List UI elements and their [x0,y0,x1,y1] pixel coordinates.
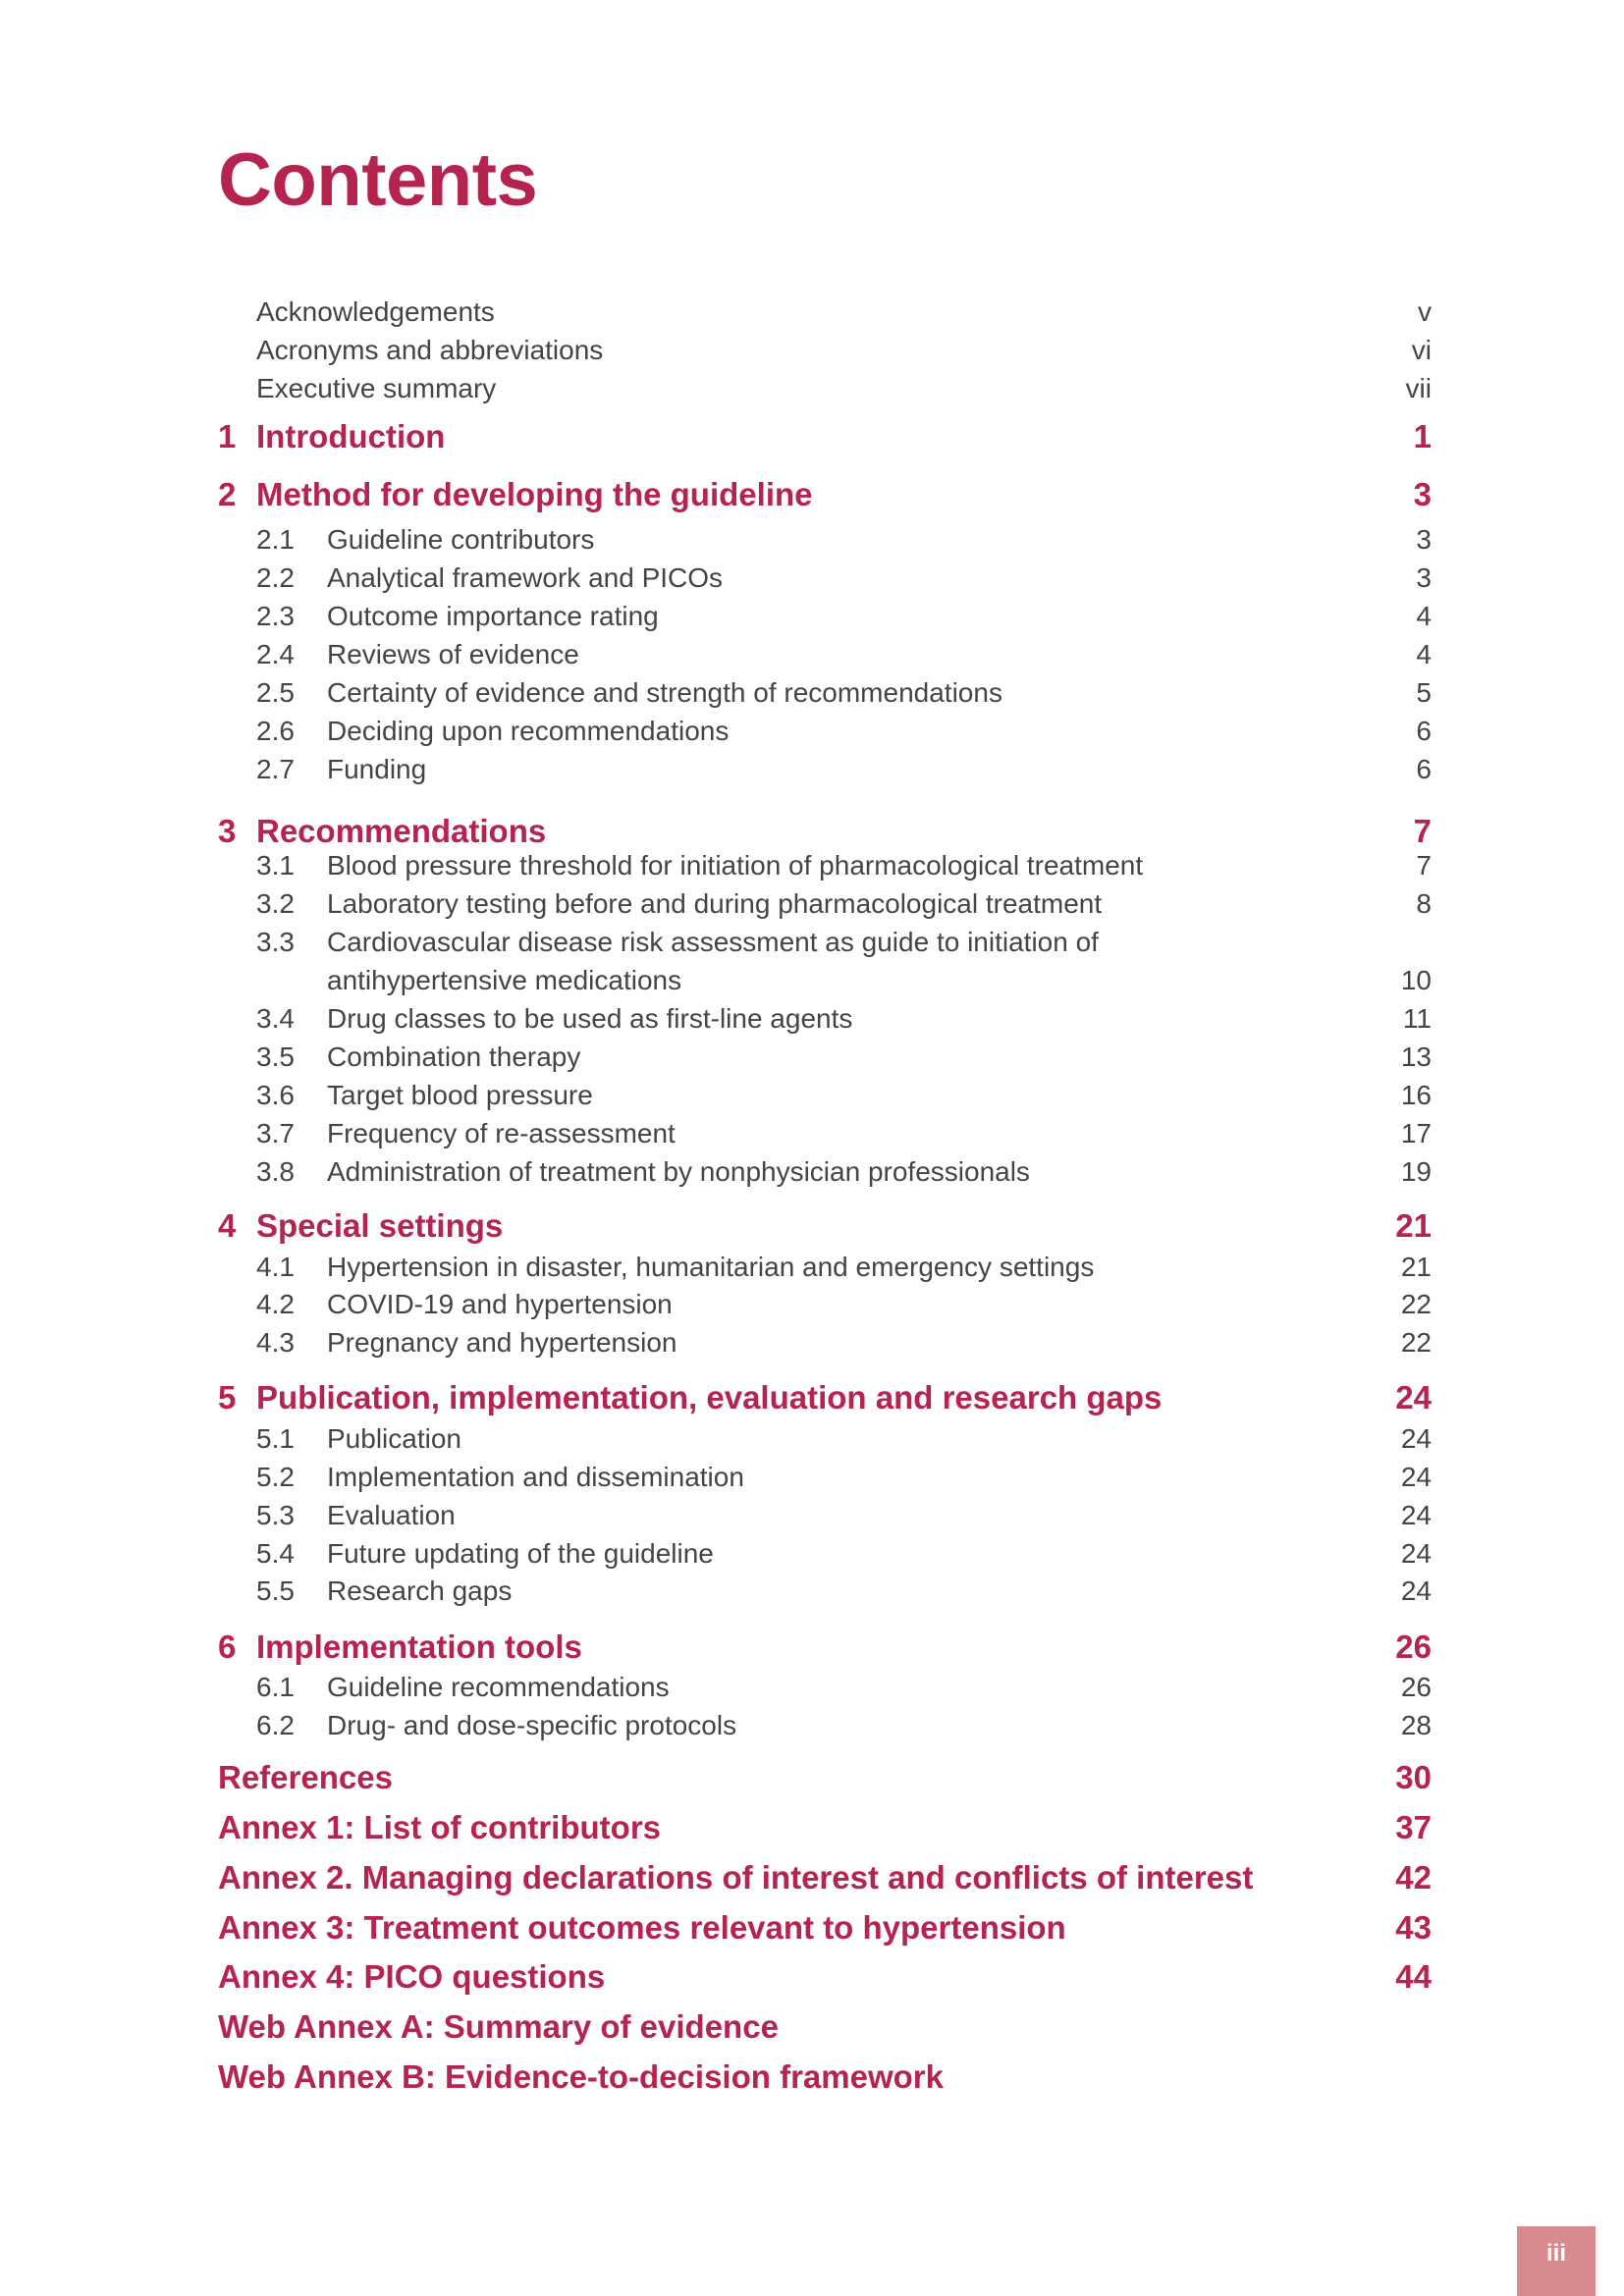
toc-entry-page: 11 [1402,1003,1432,1034]
toc-section-entry[interactable] [218,1118,1432,1149]
toc-entry-page: 19 [1400,1156,1432,1187]
toc-annex-entry[interactable] [218,1958,1432,1996]
toc-section-title: Implementation and dissemination [327,1462,744,1492]
toc-section-continuation[interactable] [218,965,1432,996]
toc-section-heading [218,1672,1401,1703]
toc-section-title: Drug- and dose-specific protocols [327,1710,737,1740]
toc-entry-label: Executive summary [256,373,497,403]
toc-annex-entry[interactable] [218,1859,1432,1896]
toc-entry-page: 44 [1395,1958,1432,1995]
toc-section-heading [218,1327,1401,1359]
toc-entry-page: vii [1405,373,1432,403]
toc-section-heading [218,1710,1401,1741]
toc-annex-entry[interactable] [218,2058,1432,2096]
toc-annex-entry[interactable] [218,2008,1432,2046]
toc-section-number: 2.3 [256,601,295,631]
toc-entry-page: 43 [1395,1909,1432,1946]
toc-section-number: 5.2 [256,1462,295,1492]
toc-section-title: Outcome importance rating [327,601,659,631]
toc-section-entry[interactable] [218,1156,1432,1188]
toc-entry-page: 37 [1395,1809,1432,1845]
toc-entry-label: Annex 4: PICO questions [218,1958,606,1995]
toc-section-heading [218,850,1416,881]
toc-entry-page: 1 [1413,418,1432,454]
toc-section-number: 3.1 [256,850,295,881]
toc-entry-page: 24 [1400,1500,1432,1530]
toc-section-entry[interactable] [218,1003,1432,1035]
toc-section-number: 2.7 [256,754,295,784]
toc-entry-page: 28 [1400,1710,1432,1740]
toc-section-title: COVID-19 and hypertension [327,1289,673,1319]
toc-entry-label: Annex 2. Managing declarations of interest and conflicts of interest [218,1859,1254,1896]
toc-chapter-number: 3 [218,813,237,849]
toc-chapter-number: 6 [218,1629,237,1665]
toc-section-entry[interactable] [218,888,1432,920]
toc-section-entry[interactable] [218,562,1432,594]
toc-entry-page: vi [1411,335,1432,365]
toc-chapter-entry[interactable] [218,813,1432,850]
toc-chapter-entry[interactable] [218,1379,1432,1416]
toc-section-title: Pregnancy and hypertension [327,1327,677,1358]
toc-section-heading [218,1003,1403,1035]
toc-section-title: Analytical framework and PICOs [327,562,724,593]
page-title: Contents [218,138,538,222]
toc-entry-label: Acknowledgements [256,296,495,327]
toc-section-title: Hypertension in disaster, humanitarian and emergency settings [327,1252,1095,1282]
toc-entry-label: Web Annex A: Summary of evidence [218,2008,779,2045]
toc-section-heading [218,639,1416,670]
toc-chapter-entry[interactable] [218,476,1432,513]
toc-section-number: 5.1 [256,1423,295,1454]
toc-section-entry[interactable] [218,1462,1432,1493]
toc-chapter-title: Recommendations [256,813,547,849]
toc-section-entry[interactable] [218,1575,1432,1607]
toc-entry-page: 5 [1416,677,1432,708]
toc-entry-page: 6 [1416,754,1432,784]
toc-section-heading [218,1156,1401,1188]
toc-chapter-number: 1 [218,418,237,454]
toc-section-number: 2.5 [256,677,295,708]
toc-section-heading [218,1252,1401,1283]
toc-section-number: 3.5 [256,1041,295,1072]
toc-section-title: Reviews of evidence [327,639,579,669]
toc-section-title: Certainty of evidence and strength of recommendations [327,677,1002,708]
toc-entry-page: 22 [1400,1327,1432,1358]
toc-section-title: Research gaps [327,1575,513,1606]
toc-section-heading [218,677,1416,709]
toc-section-entry[interactable] [218,1672,1432,1703]
toc-entry-page: v [1418,296,1432,327]
toc-section-entry[interactable] [218,1538,1432,1570]
toc-section-number: 6.2 [256,1710,295,1740]
toc-section-number: 4.3 [256,1327,295,1358]
toc-section-number: 2.2 [256,562,295,593]
toc-section-heading [218,965,1401,996]
toc-chapter-heading [218,1379,1395,1416]
toc-section-number: 2.4 [256,639,295,669]
toc-annex-entry[interactable] [218,1909,1432,1947]
toc-section-entry[interactable] [218,850,1432,881]
toc-section-heading [218,1575,1401,1607]
toc-section-heading [218,601,1416,632]
toc-section-title: Publication [327,1423,461,1454]
toc-section-number: 5.3 [256,1500,295,1530]
toc-entry-page: 24 [1400,1462,1432,1492]
toc-chapter-heading [218,1629,1395,1666]
toc-section-heading [218,888,1416,920]
toc-entry-page: 42 [1395,1859,1432,1896]
toc-section-heading [218,562,1416,594]
toc-front-entry[interactable] [218,373,1432,404]
toc-section-entry[interactable] [218,1327,1432,1359]
toc-section-number: 6.1 [256,1672,295,1702]
toc-section-title: Frequency of re-assessment [327,1118,676,1148]
toc-entry-page: 26 [1395,1629,1432,1665]
toc-section-title: Target blood pressure [327,1080,593,1110]
toc-entry-page: 24 [1400,1423,1432,1454]
toc-section-number: 3.4 [256,1003,295,1034]
toc-entry-page: 4 [1416,639,1432,669]
page-number-badge: iii [1517,2226,1596,2296]
toc-section-entry[interactable] [218,639,1432,670]
toc-entry-page: 22 [1400,1289,1432,1319]
toc-chapter-heading [218,418,1414,455]
toc-chapter-heading [218,813,1414,850]
toc-chapter-entry[interactable] [218,1629,1432,1666]
toc-entry-page: 10 [1400,965,1432,995]
toc-section-title: Cardiovascular disease risk assessment as guide to initiation of [327,927,1099,957]
toc-section-entry[interactable] [218,1500,1432,1531]
toc-section-entry[interactable] [218,1710,1432,1741]
toc-entry-page: 17 [1400,1118,1432,1148]
toc-section-number: 4.2 [256,1289,295,1319]
toc-section-title: Combination therapy [327,1041,581,1072]
toc-entry-label: Web Annex B: Evidence-to-decision framework [218,2058,944,2095]
toc-section-heading [218,1118,1401,1149]
toc-section-heading [218,1462,1401,1493]
toc-entry-label: References [218,1759,393,1795]
toc-section-title: Drug classes to be used as first-line agents [327,1003,853,1034]
toc-entry-page: 3 [1413,476,1432,512]
toc-chapter-entry[interactable] [218,1207,1432,1245]
toc-section-entry[interactable] [218,601,1432,632]
toc-chapter-title: Special settings [256,1207,504,1244]
toc-section-number: 2.1 [256,524,295,555]
toc-entry-label: Acronyms and abbreviations [256,335,604,365]
toc-section-number: 4.1 [256,1252,295,1282]
toc-section-heading [218,1500,1401,1531]
toc-section-entry[interactable] [218,716,1432,747]
toc-entry-page: 4 [1416,601,1432,631]
toc-entry-page: 8 [1416,888,1432,919]
toc-section-entry[interactable] [218,677,1432,709]
toc-annex-entry[interactable] [218,1809,1432,1846]
toc-section-entry[interactable] [218,927,1432,958]
toc-section-entry[interactable] [218,1080,1432,1111]
toc-section-title: Laboratory testing before and during pharmacological treatment [327,888,1103,919]
toc-chapter-title: Method for developing the guideline [256,476,813,512]
toc-section-entry[interactable] [218,1041,1432,1073]
toc-section-entry[interactable] [218,1423,1432,1455]
toc-section-title: Funding [327,754,427,784]
toc-entry-page: 13 [1400,1041,1432,1072]
toc-section-heading [218,1080,1401,1111]
toc-section-title: Blood pressure threshold for initiation of pharmacological treatment [327,850,1144,881]
toc-section-entry[interactable] [218,524,1432,556]
toc-section-heading [218,927,1432,958]
toc-section-number: 2.6 [256,716,295,746]
toc-section-number: 3.3 [256,927,295,957]
toc-section-title: Deciding upon recommendations [327,716,730,746]
toc-entry-page: 3 [1416,562,1432,593]
toc-entry-page: 21 [1400,1252,1432,1282]
toc-chapter-number: 2 [218,476,237,512]
toc-section-heading [218,754,1416,785]
toc-section-heading [218,1289,1401,1320]
toc-chapter-title: Implementation tools [256,1629,582,1665]
toc-section-title: Evaluation [327,1500,456,1530]
toc-section-title: Guideline recommendations [327,1672,670,1702]
toc-section-heading [218,1041,1401,1073]
toc-section-number: 5.4 [256,1538,295,1569]
toc-section-entry[interactable] [218,1252,1432,1283]
toc-chapter-number: 4 [218,1207,237,1244]
toc-entry-page: 24 [1400,1575,1432,1606]
toc-section-title: Administration of treatment by nonphysician professionals [327,1156,1030,1187]
toc-chapter-entry[interactable] [218,418,1432,455]
toc-entry-page: 24 [1400,1538,1432,1569]
toc-entry-page: 7 [1413,813,1432,849]
toc-section-heading [218,524,1416,556]
toc-chapter-title: Publication, implementation, evaluation and research gaps [256,1379,1163,1415]
toc-chapter-title: Introduction [256,418,446,454]
toc-entry-page: 21 [1395,1207,1432,1244]
toc-section-entry[interactable] [218,1289,1432,1320]
toc-section-heading [218,1538,1401,1570]
toc-section-heading [218,716,1416,747]
toc-section-title-continued: antihypertensive medications [327,965,682,995]
toc-section-number: 5.5 [256,1575,295,1606]
toc-section-title: Future updating of the guideline [327,1538,714,1569]
toc-section-heading [218,1423,1401,1455]
toc-section-number: 3.6 [256,1080,295,1110]
toc-section-number: 3.8 [256,1156,295,1187]
toc-entry-label: Annex 1: List of contributors [218,1809,662,1845]
toc-entry-page: 3 [1416,524,1432,555]
toc-chapter-number: 5 [218,1379,237,1415]
toc-section-entry[interactable] [218,754,1432,785]
toc-section-title: Guideline contributors [327,524,595,555]
toc-front-entry[interactable] [218,296,1432,328]
toc-entry-page: 26 [1400,1672,1432,1702]
toc-section-number: 3.7 [256,1118,295,1148]
toc-front-entry[interactable] [218,335,1432,366]
toc-chapter-heading [218,476,1414,513]
toc-entry-page: 6 [1416,716,1432,746]
toc-chapter-heading [218,1207,1395,1245]
toc-entry-page: 30 [1395,1759,1432,1795]
toc-annex-entry[interactable] [218,1759,1432,1796]
toc-entry-page: 16 [1400,1080,1432,1110]
toc-entry-label: Annex 3: Treatment outcomes relevant to hypertension [218,1909,1066,1946]
toc-section-number: 3.2 [256,888,295,919]
toc-entry-page: 7 [1416,850,1432,881]
toc-entry-page: 24 [1395,1379,1432,1415]
